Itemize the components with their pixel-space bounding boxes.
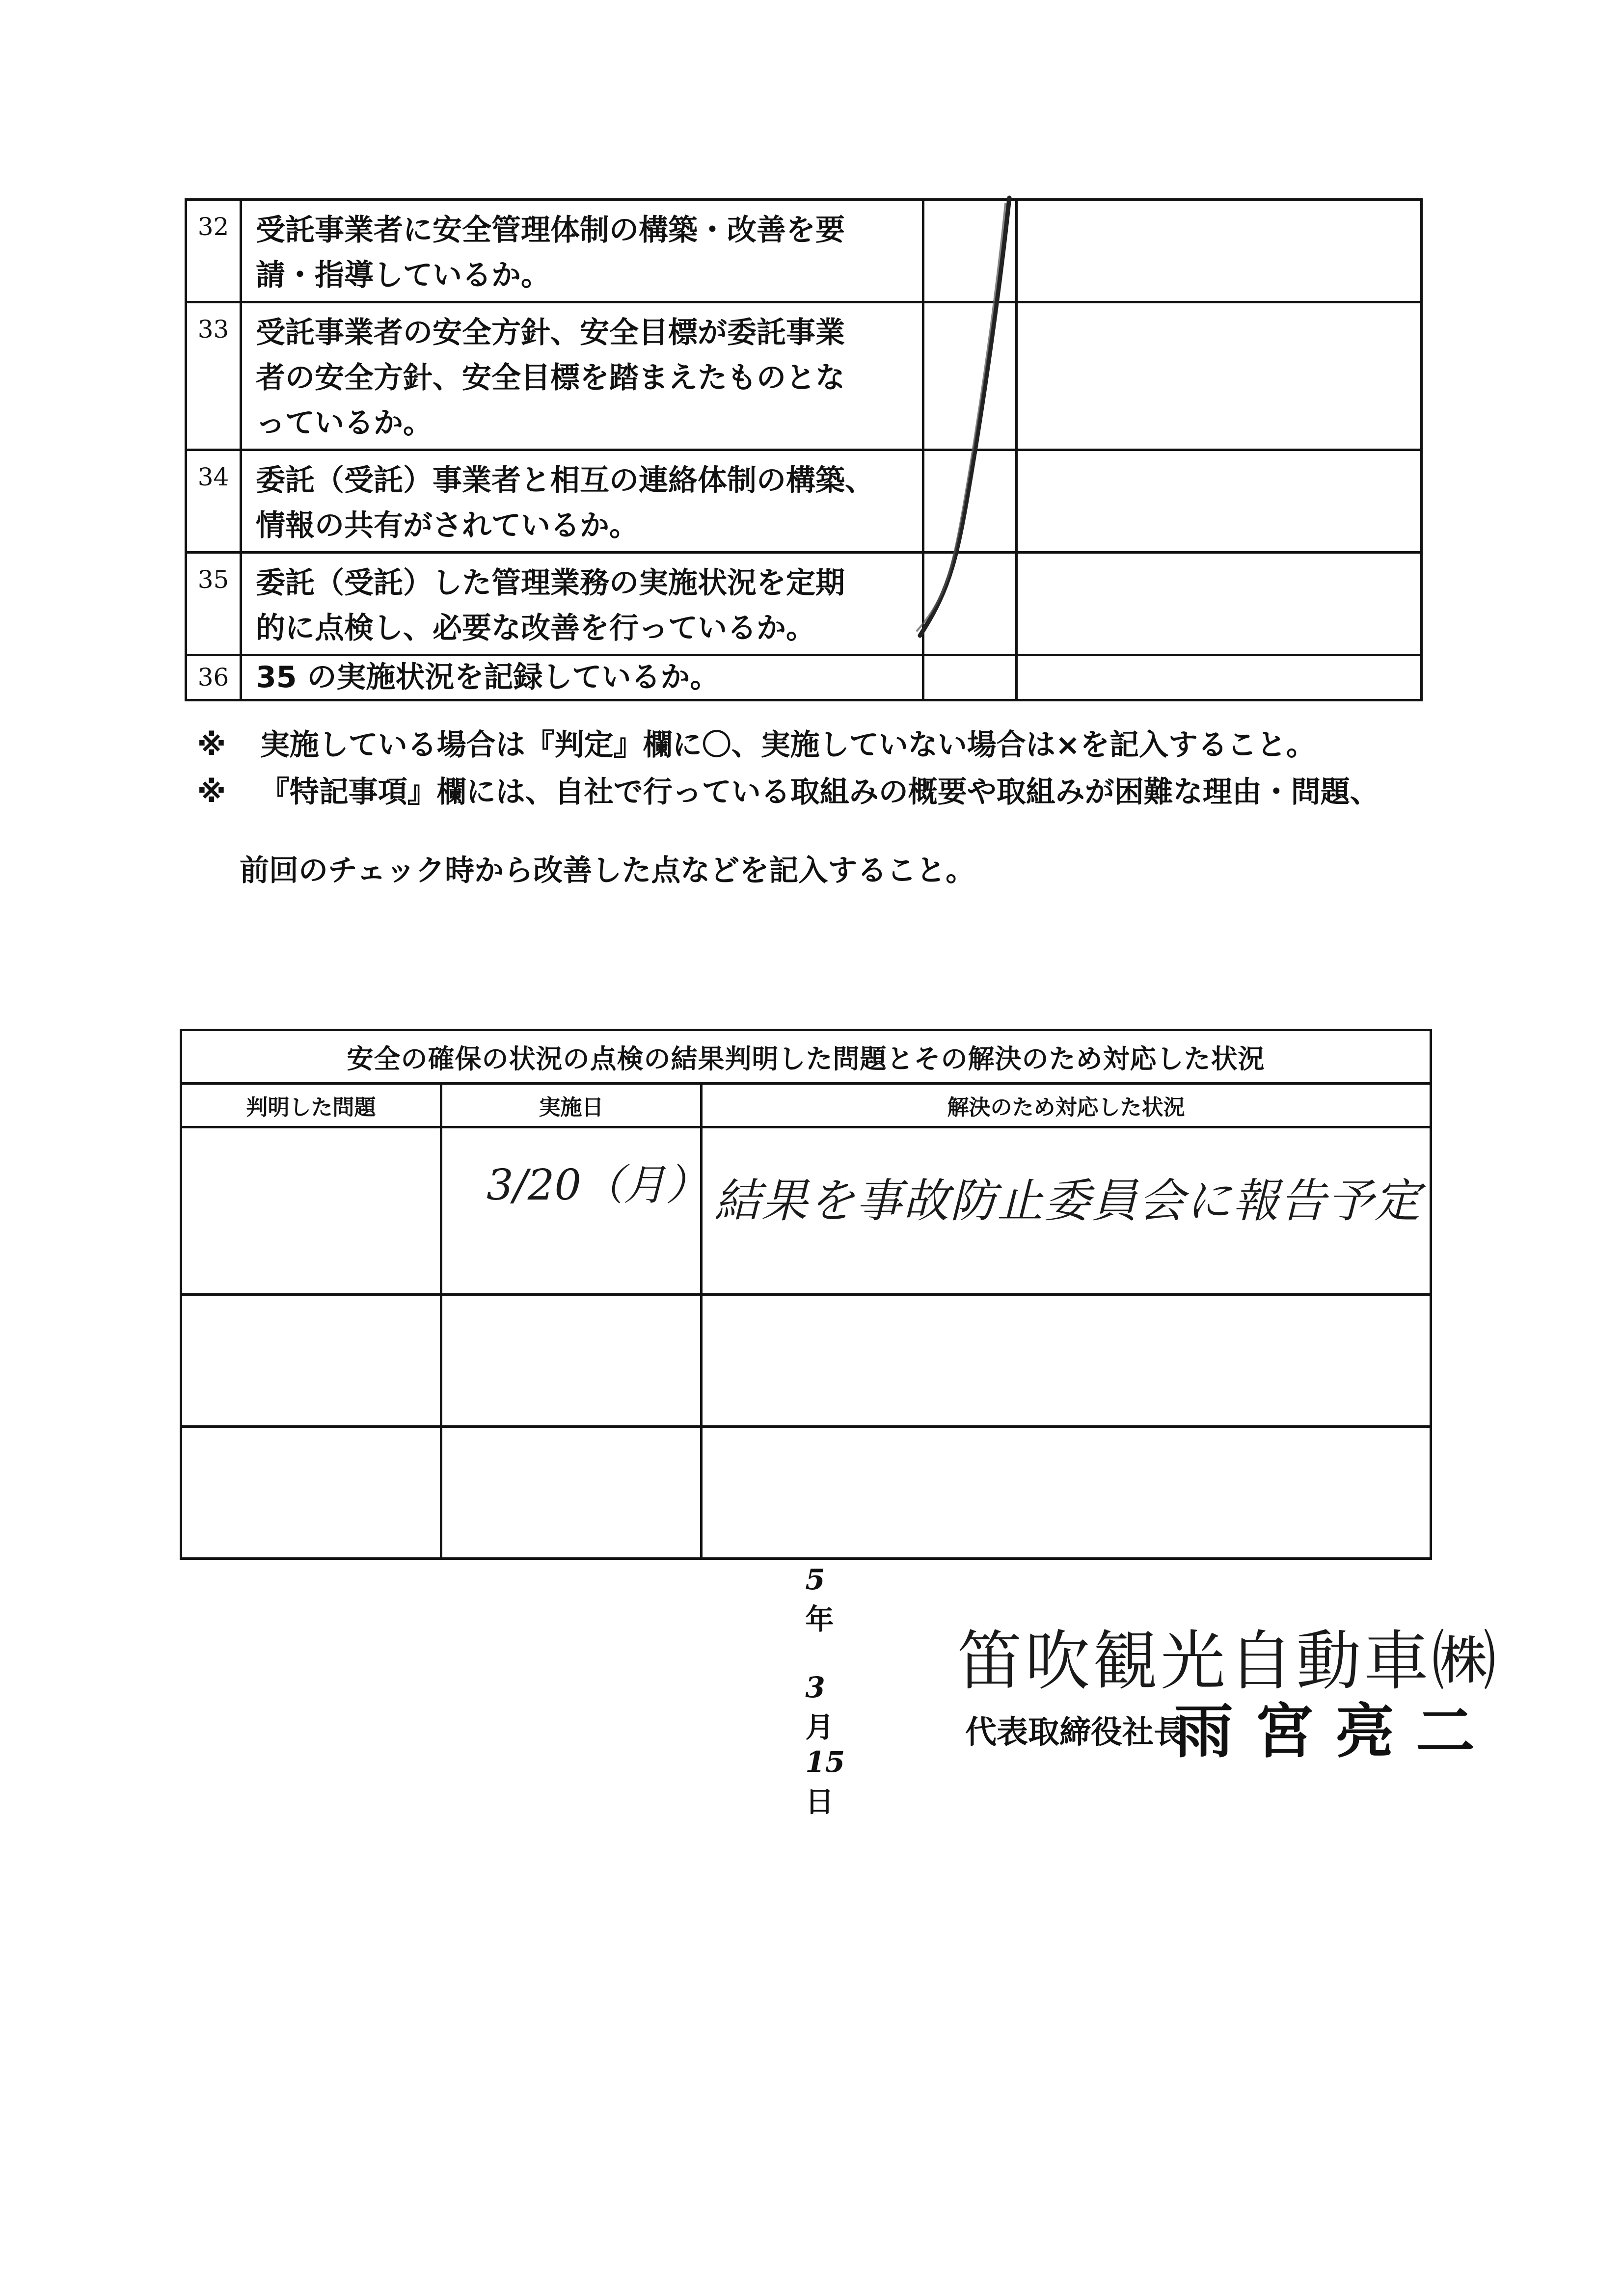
problem-cell[interactable] xyxy=(181,1427,441,1559)
date-year-label: 年 xyxy=(805,1602,834,1636)
remarks-cell[interactable] xyxy=(1017,200,1422,302)
company-name: 笛吹観光自動車㈱ xyxy=(957,1624,1499,1699)
checklist-table xyxy=(185,198,1423,701)
handwritten-date: 3/20（月） xyxy=(487,1161,708,1210)
item-number: 33 xyxy=(186,302,241,450)
checklist-row xyxy=(186,302,1422,450)
date-month-label: 月 xyxy=(805,1710,834,1744)
remarks-cell[interactable] xyxy=(1017,450,1422,553)
representative-name: 雨宮亮二 xyxy=(1174,1697,1496,1766)
result-table-title: 安全の確保の状況の点検の結果判明した問題とその解決のため対応した状況 xyxy=(181,1030,1431,1084)
header-date: 実施日 xyxy=(441,1084,702,1127)
item-text: 委託（受託）事業者と相互の連絡体制の構築、 情報の共有がされているか。 xyxy=(241,450,923,553)
date-month: 3 xyxy=(805,1671,825,1704)
note-mark: ※ xyxy=(197,728,226,762)
representative-title: 代表取締役社長 xyxy=(965,1714,1185,1751)
document-date xyxy=(785,1529,845,1820)
item-text: 委託（受託）した管理業務の実施状況を定期 的に点検し、必要な改善を行っているか。 xyxy=(241,553,923,655)
item-number: 35 xyxy=(186,553,241,655)
problem-cell[interactable] xyxy=(181,1127,441,1295)
item-number: 32 xyxy=(186,200,241,302)
header-action: 解決のため対応した状況 xyxy=(702,1084,1431,1127)
item-text: 受託事業者の安全方針、安全目標が委託事業 者の安全方針、安全目標を踏まえたものとな っているか。 xyxy=(241,302,923,450)
date-year: 5 xyxy=(805,1563,825,1596)
date-day: 15 xyxy=(805,1745,845,1779)
date-cell[interactable] xyxy=(441,1127,708,1295)
note-mark: ※ xyxy=(197,775,226,809)
result-row xyxy=(181,1127,1431,1295)
header-problem: 判明した問題 xyxy=(181,1084,441,1127)
checklist-row xyxy=(186,200,1422,302)
item-number: 34 xyxy=(186,450,241,553)
result-table xyxy=(180,1029,1432,1560)
date-cell[interactable] xyxy=(441,1427,702,1559)
item-number: 36 xyxy=(186,655,241,700)
checklist-row xyxy=(186,553,1422,655)
note-remarks xyxy=(177,733,1380,930)
remarks-cell[interactable] xyxy=(1017,302,1422,450)
result-row xyxy=(181,1295,1431,1427)
handwritten-action: 結果を事故防止委員会に報告予定 xyxy=(714,1175,1422,1228)
date-day-label: 日 xyxy=(805,1785,834,1818)
strike-through-mark xyxy=(913,194,1021,641)
action-cell[interactable] xyxy=(702,1127,1431,1295)
note-text: 実施している場合は『判定』欄に〇、実施していない場合は×を記入すること。 xyxy=(260,728,1316,762)
problem-cell[interactable] xyxy=(181,1295,441,1427)
checklist-row xyxy=(186,450,1422,553)
action-cell[interactable] xyxy=(702,1295,1431,1427)
item-text: 受託事業者に安全管理体制の構築・改善を要 請・指導しているか。 xyxy=(241,200,923,302)
note-text: 『特記事項』欄には、自社で行っている取組みの概要や取組みが困難な理由・問題、 xyxy=(260,775,1380,809)
note-text-continued: 前回のチェック時から改善した点などを記入すること。 xyxy=(240,854,975,888)
date-cell[interactable] xyxy=(441,1295,702,1427)
item-text: 35 の実施状況を記録しているか。 xyxy=(241,655,923,700)
remarks-cell[interactable] xyxy=(1017,553,1422,655)
